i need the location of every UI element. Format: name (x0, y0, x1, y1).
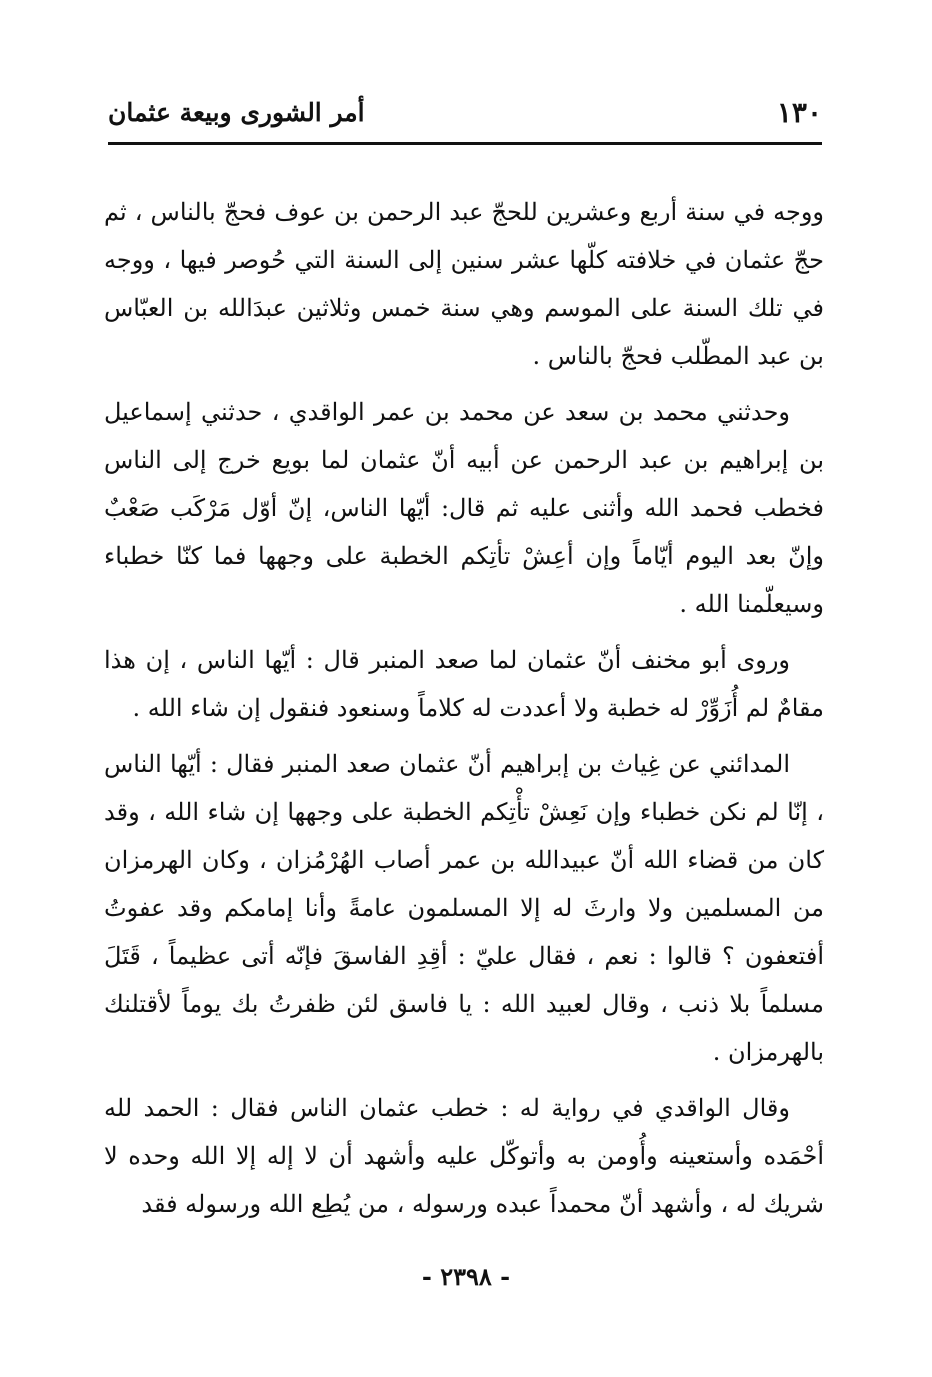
header-rule (108, 142, 822, 145)
paragraph-3: وروى أبو مخنف أنّ عثمان لما صعد المنبر قال : أيّها الناس ، إن هذا مقامٌ لم أُزَوِّرْ له خطبة ولا أعددت له كلاماً وسنعود فنقول إن شاء الله . (104, 646, 824, 722)
paragraph-2: وحدثني محمد بن سعد عن محمد بن عمر الواقدي ، حدثني إسماعيل بن إبراهيم بن عبد الرحمن عن أبيه أنّ عثمان لما بويع خرج إلى الناس فخطب فحمد الله وأثنى عليه ثم قال: أيّها الناس، إنّ أوّل مَرْكَب صَعْبٌ وإنّ بعد اليوم أيّاماً وإن أعِشْ تأتِكم الخطبة على وجهها فما كنّا خطباء وسيعلّمنا الله . (104, 398, 824, 618)
chapter-title: أمر الشورى وبيعة عثمان (108, 98, 365, 127)
body-text (104, 188, 824, 1236)
folio-number: - ٢٣٩٨ - (421, 1262, 511, 1291)
paragraph-1: ووجه في سنة أربع وعشرين للحجّ عبد الرحمن بن عوف فحجّ بالناس ، ثم حجّ عثمان في خلافته كلّها عشر سنين إلى السنة التي حُوصر فيها ، ووجه في تلك السنة على الموسم وهي سنة خمس وثلاثين عبدَالله بن العبّاس بن عبد المطّلب فحجّ بالناس . (104, 198, 824, 370)
paragraph-5: وقال الواقدي في رواية له : خطب عثمان الناس فقال : الحمد لله أحْمَده وأستعينه وأُومن به وأتوكّل عليه وأشهد أن لا إله إلا الله وحده لا شريك له ، وأشهد أنّ محمداً عبده ورسوله ، من يُطِع الله ورسوله فقد (104, 1094, 824, 1218)
page-number: ١٣٠ (776, 96, 822, 129)
paragraph-4: المدائني عن غِياث بن إبراهيم أنّ عثمان صعد المنبر فقال : أيّها الناس ، إنّا لم نكن خطباء وإن نَعِشْ تأْتِكم الخطبة على وجهها إن شاء الله ، وقد كان من قضاء الله أنّ عبيدالله بن عمر أصاب الهُرْمُزان ، وكان الهرمزان من المسلمين ولا وارثَ له إلا المسلمون عامةً وأنا إمامكم وقد عفوتُ أفتعفون ؟ قالوا : نعم ، فقال عليّ : أقِدِ الفاسقَ فإنّه أتى عظيماً ، قَتَلَ مسلماً بلا ذنب ، وقال لعبيد الله : يا فاسق لئن ظفرتُ بك يوماً لأقتلنك بالهرمزان . (104, 750, 825, 1066)
running-head (108, 92, 822, 140)
